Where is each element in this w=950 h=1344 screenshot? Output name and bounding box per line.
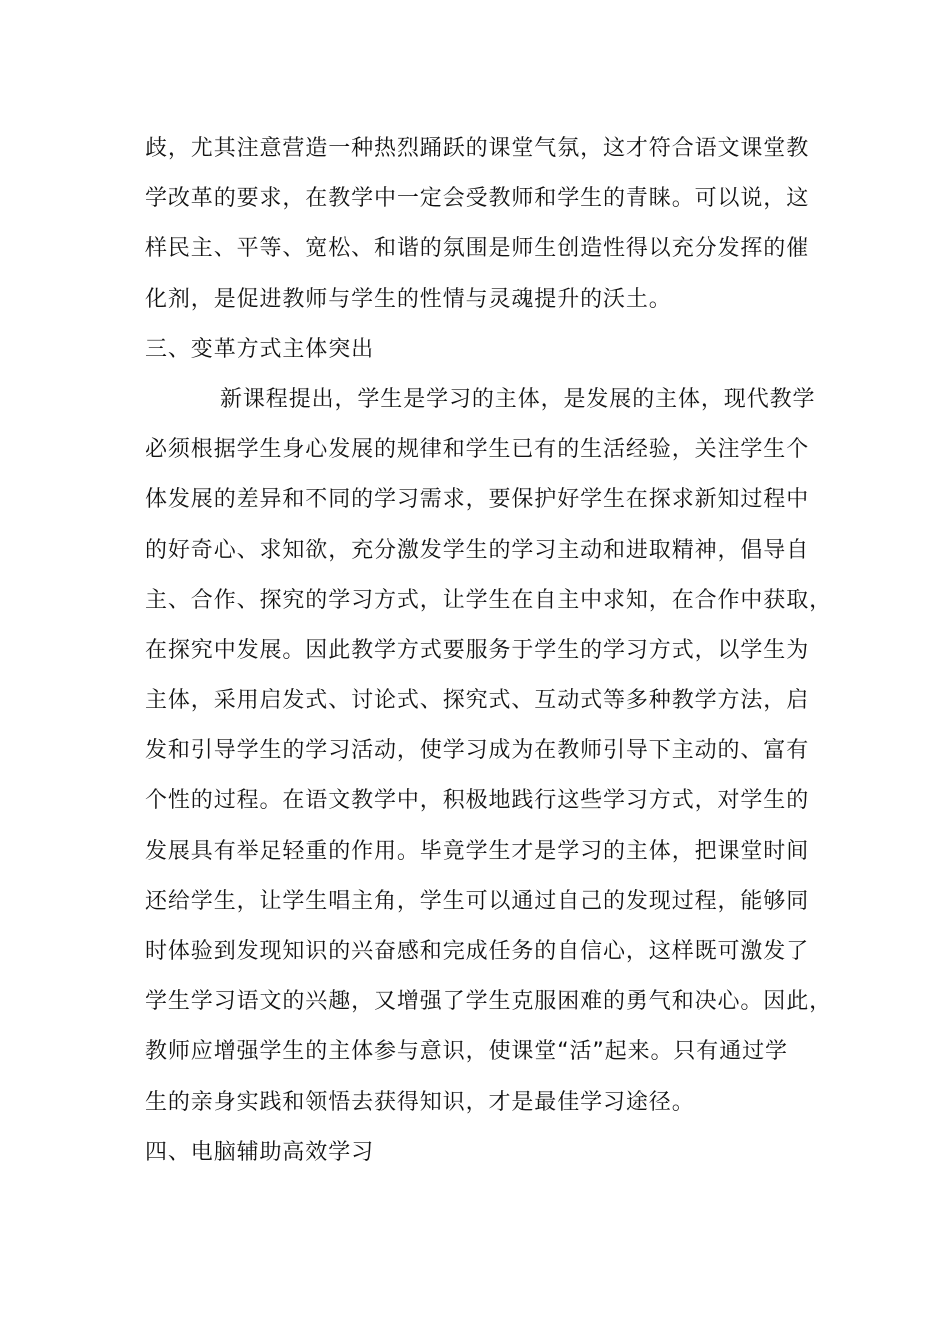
text-line: 主、合作、探究的学习方式，让学生在自主中求知，在合作中获取，: [145, 587, 833, 613]
text-line: 学改革的要求，在教学中一定会受教师和学生的青睐。可以说，这: [145, 186, 810, 212]
text-line: 个性的过程。在语文教学中，积极地践行这些学习方式，对学生的: [145, 788, 810, 814]
text-line: 主体，采用启发式、讨论式、探究式、互动式等多种教学方法，启: [145, 688, 810, 714]
text-line: 新课程提出，学生是学习的主体，是发展的主体，现代教学: [220, 386, 816, 412]
text-line: 的好奇心、求知欲，充分激发学生的学习主动和进取精神，倡导自: [145, 537, 810, 563]
text-line: 学生学习语文的兴趣，又增强了学生克服困难的勇气和决心。因此，: [145, 989, 833, 1015]
text-line: 体发展的差异和不同的学习需求，要保护好学生在探求新知过程中: [145, 487, 810, 513]
text-line: 样民主、平等、宽松、和谐的氛围是师生创造性得以充分发挥的催: [145, 236, 810, 262]
text-line: 在探究中发展。因此教学方式要服务于学生的学习方式，以学生为: [145, 637, 810, 663]
text-line: 发和引导学生的学习活动，使学习成为在教师引导下主动的、富有: [145, 738, 810, 764]
text-line: 生的亲身实践和领悟去获得知识，才是最佳学习途径。: [145, 1089, 695, 1115]
section-heading: 四、电脑辅助高效学习: [145, 1139, 375, 1165]
text-line: 歧，尤其注意营造一种热烈踊跃的课堂气氛，这才符合语文课堂教: [145, 136, 810, 161]
text-line: 时体验到发现知识的兴奋感和完成任务的自信心，这样既可激发了: [145, 939, 810, 964]
text-line: 化剂，是促进教师与学生的性情与灵魂提升的沃土。: [145, 286, 672, 312]
text-line: 必须根据学生身心发展的规律和学生已有的生活经验，关注学生个: [145, 437, 810, 463]
text-line: 教师应增强学生的主体参与意识，使课堂“活”起来。只有通过学: [145, 1039, 788, 1065]
text-line: 发展具有举足轻重的作用。毕竟学生才是学习的主体，把课堂时间: [145, 838, 810, 864]
section-heading: 三、变革方式主体突出: [145, 336, 375, 362]
text-line: 还给学生，让学生唱主角，学生可以通过自己的发现过程，能够同: [145, 888, 810, 914]
document-body: [145, 124, 833, 1178]
